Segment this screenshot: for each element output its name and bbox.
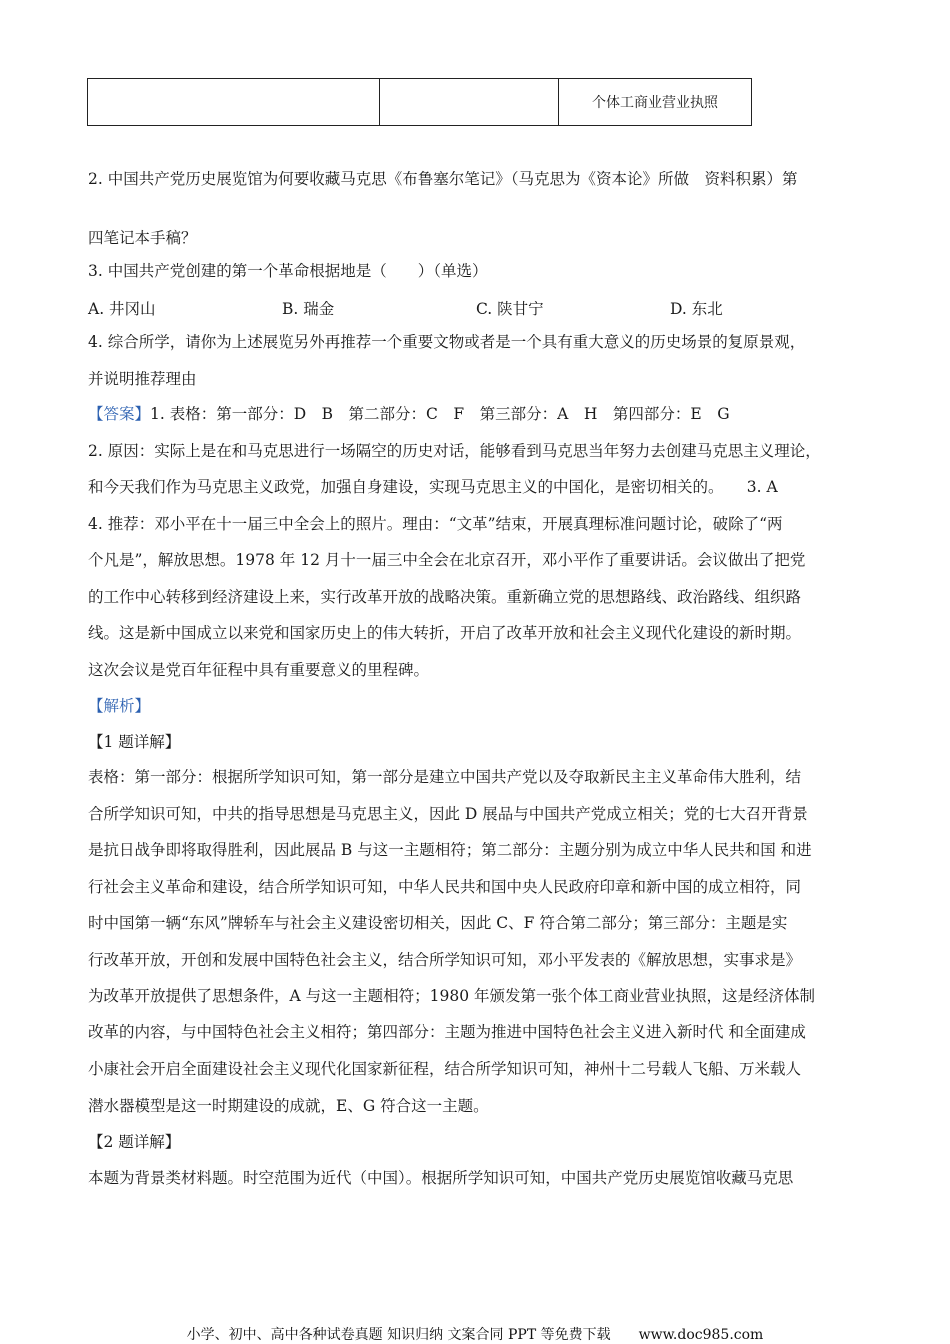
q1-detail-heading: 【1 题详解】	[88, 733, 181, 751]
option-d: D. 东北	[670, 300, 723, 318]
analysis-q1-line: 行社会主义革命和建设，结合所学知识可知，中华人民共和国中央人民政府印章和新中国的成立相符，同	[88, 878, 802, 896]
analysis-q1-line: 小康社会开启全面建设社会主义现代化国家新征程，结合所学知识可知，神州十二号载人飞船、万米载人	[88, 1060, 802, 1078]
analysis-q1-line: 为改革开放提供了思想条件，A 与这一主题相符；1980 年颁发第一张个体工商业营业执照，这是经济体制	[88, 987, 815, 1005]
analysis-tag: 【解析】	[88, 697, 151, 715]
analysis-q1-line: 时中国第一辆“东风”牌轿车与社会主义建设密切相关，因此 C、F 符合第二部分；第三部分：主题是实	[88, 914, 788, 932]
answer-line1	[88, 404, 730, 424]
q2-detail-heading: 【2 题详解】	[88, 1133, 181, 1151]
answer-text: 1. 表格：第一部分：D B 第二部分：C F 第三部分：A H 第四部分：E G	[150, 405, 730, 423]
analysis-q1-line: 改革的内容，与中国特色社会主义相符；第四部分：主题为推进中国特色社会主义进入新时代 和全面建成	[88, 1023, 806, 1041]
question-4-line1: 4. 综合所学，请你为上述展览另外再推荐一个重要文物或者是一个具有重大意义的历史场景的复原景观，	[88, 333, 806, 351]
table-cell: 个体工商业营业执照	[559, 79, 752, 126]
answer-tag: 【答案】	[88, 405, 151, 423]
page-footer: 小学、初中、高中各种试卷真题 知识归纳 文案合同 PPT 等免费下载 www.doc985.com	[186, 1327, 764, 1343]
answer-line4: 4. 推荐：邓小平在十一届三中全会上的照片。理由：“文革”结束，开展真理标准问题讨论，破除了“两	[88, 515, 783, 533]
answer-line6: 的工作中心转移到经济建设上来，实行改革开放的战略决策。重新确立党的思想路线、政治路线、组织路	[88, 588, 802, 606]
question-3-stem: 3. 中国共产党创建的第一个革命根据地是（ ）（单选）	[88, 262, 488, 280]
exhibit-table	[87, 78, 752, 126]
answer-line2: 2. 原因：实际上是在和马克思进行一场隔空的历史对话，能够看到马克思当年努力去创建马克思主义理论，	[88, 442, 821, 460]
question-2-line1: 2. 中国共产党历史展览馆为何要收藏马克思《布鲁塞尔笔记》（马克思为《资本论》所做 资料积累）第	[88, 170, 798, 188]
question-2-line2: 四笔记本手稿？	[88, 229, 197, 247]
table-cell	[380, 79, 559, 126]
answer-line7: 线。这是新中国成立以来党和国家历史上的伟大转折，开启了改革开放和社会主义现代化建设的新时期。	[88, 624, 802, 642]
analysis-q2-line: 本题为背景类材料题。时空范围为近代（中国）。根据所学知识可知，中国共产党历史展览馆收藏马克思	[88, 1169, 794, 1187]
option-c: C. 陕甘宁	[476, 300, 544, 318]
analysis-q1-line: 行改革开放，开创和发展中国特色社会主义，结合所学知识可知，邓小平发表的《解放思想，实事求是》	[88, 951, 802, 969]
analysis-q1-line: 表格：第一部分：根据所学知识可知，第一部分是建立中国共产党以及夺取新民主主义革命伟大胜利，结	[88, 768, 802, 786]
question-4-line2: 并说明推荐理由	[88, 370, 197, 388]
analysis-q1-line: 合所学知识可知，中共的指导思想是马克思主义，因此 D 展品与中国共产党成立相关；党的七大召开背景	[88, 805, 808, 823]
option-a: A. 井冈山	[88, 300, 156, 318]
option-b: B. 瑞金	[282, 300, 335, 318]
analysis-q1-line: 潜水器模型是这一时期建设的成就，E、G 符合这一主题。	[88, 1097, 489, 1115]
table-row	[88, 79, 752, 126]
answer-line8: 这次会议是党百年征程中具有重要意义的里程碑。	[88, 661, 430, 679]
answer-line3: 和今天我们作为马克思主义政党，加强自身建设，实现马克思主义的中国化，是密切相关的。 3. A	[88, 478, 778, 496]
analysis-q1-line: 是抗日战争即将取得胜利，因此展品 B 与这一主题相符；第二部分：主题分别为成立中华人民共和国 和进	[88, 841, 812, 859]
table-cell	[88, 79, 380, 126]
answer-line5: 个凡是”，解放思想。1978 年 12 月十一届三中全会在北京召开，邓小平作了重要讲话。会议做出了把党	[88, 551, 806, 569]
